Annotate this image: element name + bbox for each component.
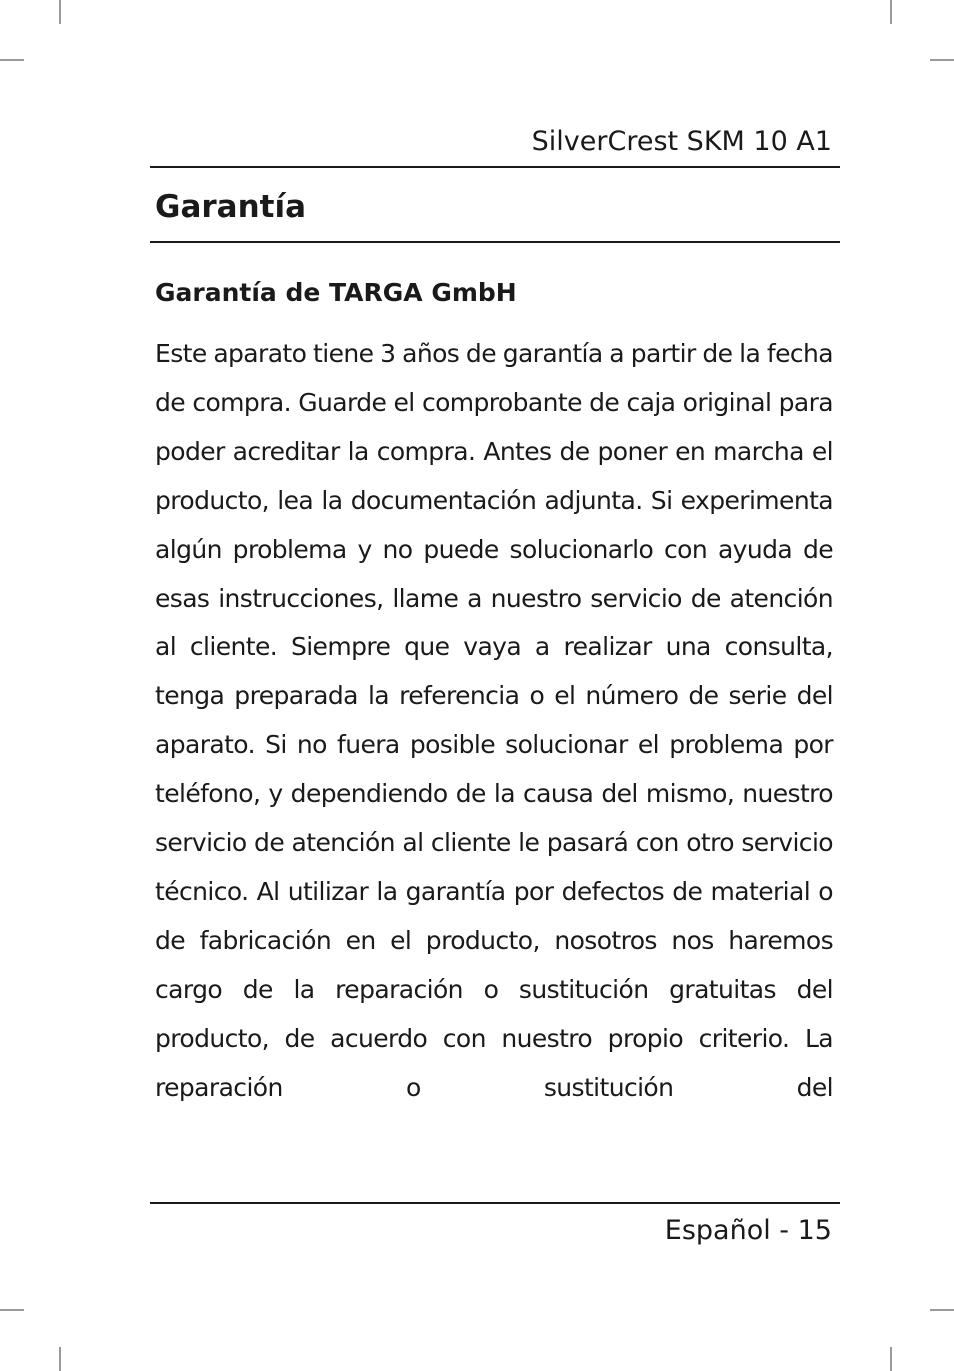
title-rule <box>150 241 840 243</box>
crop-mark-bottom-right <box>890 1347 892 1371</box>
section-title: Garantía <box>155 189 307 225</box>
page-number: Español - 15 <box>664 1215 832 1246</box>
crop-mark-bottom-right <box>930 1309 954 1311</box>
body-paragraph: Este aparato tiene 3 años de garantía a partir de la fecha de compra. Guarde el comprobante de caja original para poder acreditar la compra. Antes de poner en marcha el producto, lea la documentación adjunta. Si experimenta algún problema y no puede solucionarlo con ayuda de esas instrucciones, llame a nuestro servicio de atención al cliente. Siempre que vaya a realizar una consulta, tenga preparada la referencia o el número de serie del aparato. Si no fuera posible solucionar el problema por teléfono, y dependiendo de la causa del mismo, nuestro servicio de atención al cliente le pasará con otro servicio técnico. Al utilizar la garantía por defectos de material o de fabricación en el producto, nosotros nos haremos cargo de la reparación o sustitución gratuitas del producto, de acuerdo con nuestro propio criterio. La reparación o sustitución del <box>155 339 833 1102</box>
crop-mark-top-right <box>930 59 954 61</box>
running-header: SilverCrest SKM 10 A1 <box>531 126 832 157</box>
crop-mark-top-left <box>59 0 61 24</box>
crop-mark-top-right <box>890 0 892 24</box>
footer-rule <box>150 1202 840 1204</box>
crop-mark-bottom-left <box>0 1309 24 1311</box>
header-rule <box>150 166 840 168</box>
crop-mark-bottom-left <box>59 1347 61 1371</box>
sub-heading: Garantía de TARGA GmbH <box>155 278 517 307</box>
crop-mark-top-left <box>0 59 24 61</box>
